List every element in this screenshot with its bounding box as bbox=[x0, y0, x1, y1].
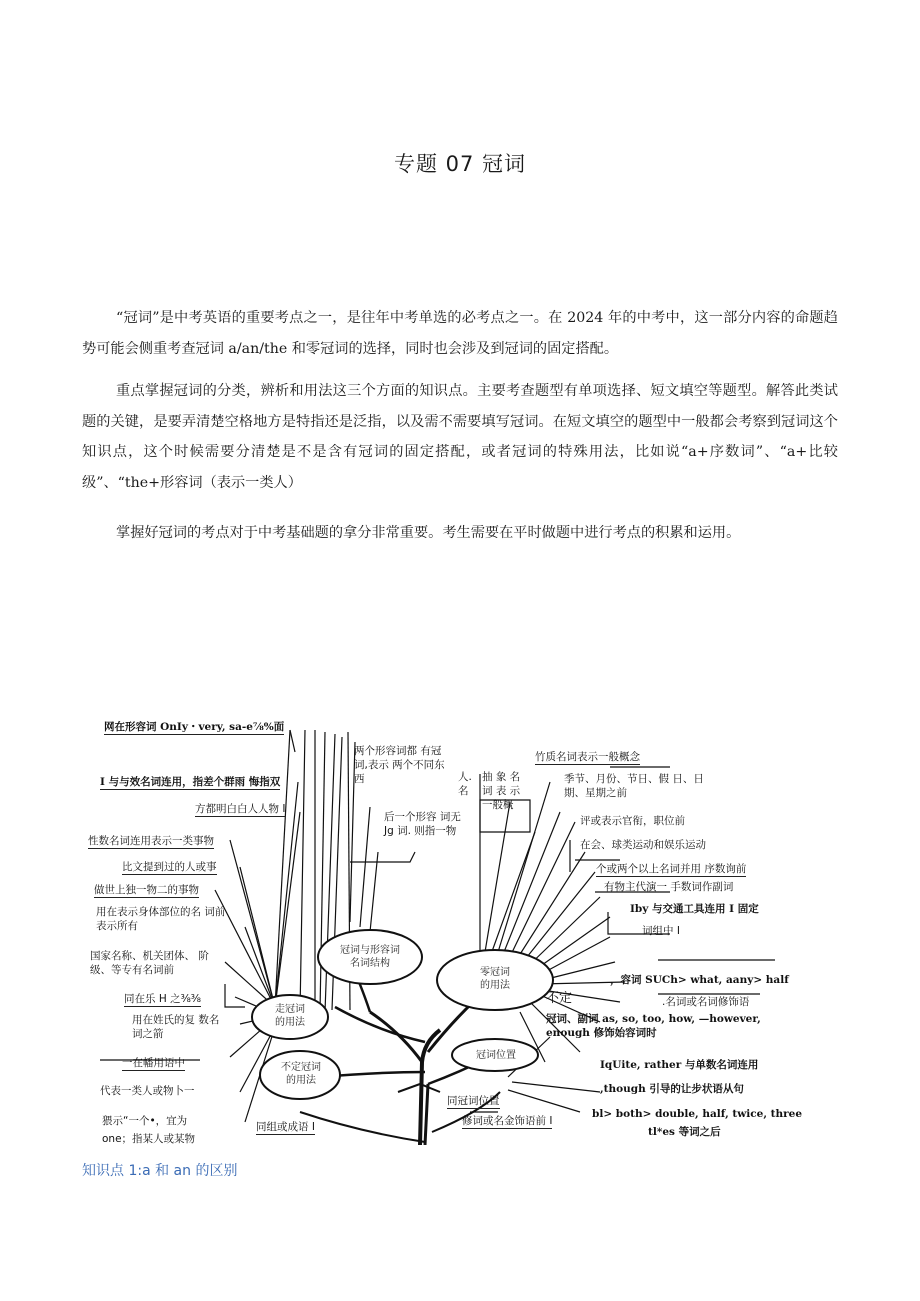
node-indefinite-text: 不定冠词 的用法 bbox=[281, 1062, 321, 1086]
label-left-8: 国家名称、机关团体、 阶级、等专有名词前 bbox=[90, 950, 209, 976]
knowledge-point-heading: 知识点 1:a 和 an 的区别 bbox=[82, 1163, 238, 1179]
node-position-text: 冠词位置 bbox=[476, 1050, 516, 1061]
label-left-14: one；指某人或某物 bbox=[102, 1133, 196, 1144]
label-right-5: 个或两个以上名词并用 序数询前 bbox=[596, 863, 747, 875]
node-definite-text: 走冠词 的用法 bbox=[275, 1004, 305, 1028]
label-left-7: 用在表示身体部位的名 词前表示所有 bbox=[96, 906, 226, 932]
label-right-2: 季节、月份、节日、假 日、日期、星期之前 bbox=[564, 773, 704, 799]
node-zero-article bbox=[445, 966, 545, 992]
node-zero-text: 零冠词 的用法 bbox=[480, 967, 510, 991]
label-left-10: 用在姓氏的复 数名词之箭 bbox=[132, 1014, 220, 1040]
label-left-11: 一在幡用语中 bbox=[122, 1057, 185, 1069]
node-adj-noun-text: 冠词与形容词 名词结构 bbox=[340, 945, 400, 969]
node-definite-article bbox=[258, 1003, 322, 1029]
label-right-17: 同冠词位置 bbox=[447, 1095, 500, 1107]
label-middle-1: 两个形容词都 有冠词,表示 两个不同东西 bbox=[354, 745, 445, 785]
label-right-11: .名词或名词修饰语 bbox=[662, 996, 750, 1008]
page-title: 专题 07 冠词 bbox=[393, 152, 527, 176]
intro-paragraph-1: “冠词”是中考英语的重要考点之一，是往年中考单选的必考点之一。在 2024 年的中考中，这一部分内容的命题趋势可能会侧重考查冠词 a/an/the 和零冠词的选择，同时也会涉及到冠词的固定搭配。 bbox=[82, 310, 838, 357]
intro-paragraph-3: 掌握好冠词的考点对于中考基础题的拿分非常重要。考生需要在平时做题中进行考点的积累和运用。 bbox=[116, 525, 741, 541]
label-left-6: 做世上独一物二的事物 bbox=[94, 884, 199, 896]
label-left-13: 猥示“一个•，宜为 bbox=[102, 1115, 188, 1127]
label-right-18: 修词或名金饰语前 I bbox=[462, 1115, 553, 1127]
label-right-9: ，容词 SUCh> what, aany> half bbox=[610, 974, 789, 986]
node-article-adj-noun bbox=[320, 944, 420, 970]
label-right-13: IqUite, rather 与单数名词连用 bbox=[600, 1059, 759, 1071]
label-left-3: 方都明白白人人物 I bbox=[195, 803, 286, 815]
label-left-12: 代表一类人或物卜一 bbox=[100, 1085, 195, 1097]
label-right-3: 评或表示官衔，职位前 bbox=[580, 815, 685, 827]
label-right-16: tl*es 等词之后 bbox=[648, 1126, 721, 1138]
node-article-position bbox=[458, 1049, 534, 1062]
label-right-7: Iby 与交通工具连用 I 固定 bbox=[630, 903, 759, 915]
label-left-5: 比文提到过的人或事 bbox=[122, 861, 217, 873]
intro-paragraph-2: 重点掌握冠词的分类，辨析和用法这三个方面的知识点。主要考查题型有单项选择、短文填空等题型。解答此类试题的关键，是要弄清楚空格地方是特指还是泛指，以及需不需要填写冠词。在短文填空的题型中一般都会考察到冠词这个知识点，这个时候需要分清楚是不是含有冠词的固定搭配，或者冠词的特殊用法，比如说“a+序数词”、“a+比较级”、“the+形容词（表示一类人） bbox=[82, 383, 838, 491]
label-right-14: ,though 引导的让步状语从句 bbox=[600, 1083, 744, 1095]
label-right-12: 冠词、副词 as, so, too, how, —however, enough 修饰始容词时 bbox=[546, 1013, 761, 1039]
label-right-10: 不定 bbox=[546, 991, 573, 1006]
label-left-2: I 与与效名词连用，指差个群雨 悔指双 bbox=[100, 776, 281, 788]
label-middle-4: 后一个形容 词无 Jg 词. 则指一物 bbox=[384, 811, 461, 837]
label-middle-2: 人. 名 bbox=[458, 771, 472, 797]
label-left-9: 同在乐 H 之⅜⅜ bbox=[124, 993, 201, 1005]
label-right-6: 有物主代演一 手数词作副词 bbox=[604, 881, 734, 893]
label-right-4: 在会、球类运动和娱乐运动 bbox=[580, 839, 706, 851]
label-left-15: 同组或成语 I bbox=[256, 1121, 315, 1133]
label-right-1: 竹质名词表示一般概念 bbox=[535, 751, 640, 763]
label-left-4: 性数名词连用表示一类事物 bbox=[88, 835, 214, 847]
article-mindmap bbox=[80, 712, 803, 1145]
node-indefinite-article bbox=[265, 1061, 337, 1087]
label-right-15: bl> both> double, half, twice, three bbox=[592, 1108, 803, 1120]
label-right-8: 词组中 I bbox=[642, 925, 680, 937]
label-left-1: 网在形容词 OnIy・very, sa-e⅞%面 bbox=[104, 721, 285, 733]
label-middle-3: 抽 象 名 词 表 示 一般概 bbox=[482, 771, 521, 811]
